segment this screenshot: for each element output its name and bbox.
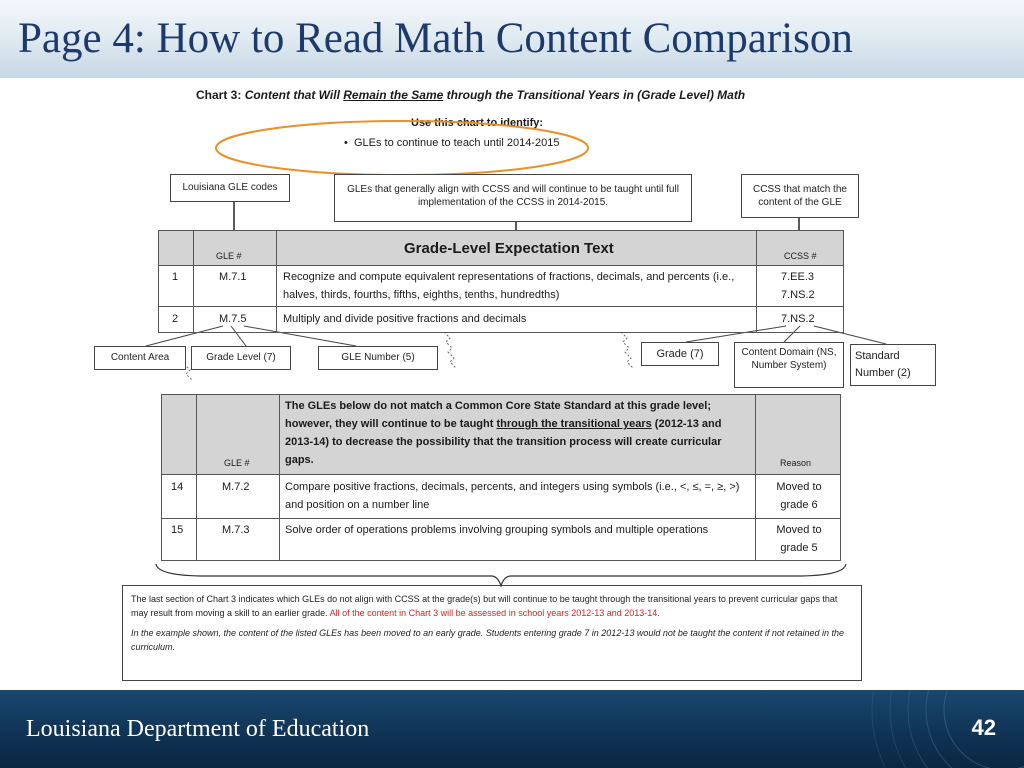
- t2-line-2: [161, 518, 840, 519]
- t1-header-ccss: CCSS #: [784, 251, 817, 261]
- highlight-ring: [216, 121, 588, 175]
- t1-r2-text: Multiply and divide positive fractions and decimals: [283, 313, 527, 325]
- line-grade: [686, 326, 786, 342]
- footer-organization: Louisiana Department of Education: [26, 716, 370, 742]
- callout-grade-level: Grade Level (7): [191, 346, 291, 370]
- t2-header-text: [285, 397, 747, 469]
- t2-header-gle: GLE #: [224, 458, 250, 468]
- t2-col-0: [161, 394, 162, 561]
- t2-top: [161, 394, 840, 395]
- callout-align: GLEs that generally align with CCSS and will continue to be taught until full implementation of the CCSS in 2014-2015.: [334, 174, 692, 222]
- t1-col-1: [193, 230, 194, 333]
- callout-grade: Grade (7): [641, 342, 719, 366]
- t2-col-1: [196, 394, 197, 561]
- slide-footer: [0, 690, 1024, 768]
- note-text-red: All of the content in Chart 3 will be assessed in school years 2012-13 and 2013-14.: [329, 608, 660, 618]
- t1-r2-gle: M.7.5: [219, 313, 247, 325]
- t2-col-4: [840, 394, 841, 561]
- t2-bottom: [161, 560, 840, 561]
- t2-r1-reason: Moved to grade 6: [776, 481, 822, 511]
- bullet-text: GLEs to continue to teach until 2014-2015: [353, 137, 560, 149]
- chart-image: [86, 80, 966, 690]
- chart-title-b: through the Transitional Years in (Grade Level) Math: [446, 88, 746, 102]
- t2-r2-gle: M.7.3: [222, 524, 250, 536]
- callout-content-area: Content Area: [94, 346, 186, 370]
- break-mark-right: [621, 332, 633, 368]
- t1-r2-ccss: 7.NS.2: [781, 313, 815, 325]
- t1-r1-num: 1: [172, 271, 179, 283]
- line-grade-level: [231, 326, 246, 346]
- note-text-1: The last section of Chart 3 indicates which GLEs do not align with CCSS at the grade(s) but will continue to be taught through the transitional years to prevent curricular gaps that may result from moving a skill to an earlier grade.: [131, 594, 838, 618]
- callout-content-domain: Content Domain (NS, Number System): [734, 342, 844, 388]
- use-chart-label: Use this chart to identify:: [411, 117, 544, 129]
- t1-col-3: [756, 230, 757, 333]
- t1-col-2: [276, 230, 277, 333]
- line-content-domain: [784, 326, 800, 342]
- line-gle-number: [244, 326, 356, 346]
- chart-title-underlined: Remain the Same: [343, 88, 444, 102]
- t1-line-2: [158, 306, 843, 307]
- slide-header: [0, 0, 1024, 78]
- t2-r1-num: 14: [171, 481, 184, 493]
- t1-col-0: [158, 230, 159, 333]
- t2-header-reason: Reason: [780, 458, 812, 468]
- t2-col-3: [755, 394, 756, 561]
- t2-line-1: [161, 474, 840, 475]
- chart-prefix: Chart 3:: [196, 88, 242, 102]
- callout-gle-number: GLE Number (5): [318, 346, 438, 370]
- t1-top: [158, 230, 843, 231]
- t2-r2-text: Solve order of operations problems involving grouping symbols and multiple operations: [285, 524, 709, 536]
- t2-col-2: [279, 394, 280, 561]
- t2-header-text-b: (2012-13 and 2013-14) to decrease the possibility that the transition process will create curricular gaps.: [285, 418, 722, 466]
- callout-standard-number: Standard Number (2): [850, 344, 936, 386]
- callout-la-gle-codes: Louisiana GLE codes: [170, 174, 290, 202]
- slide-title: Page 4: How to Read Math Content Comparison: [18, 15, 853, 62]
- t1-header-text: Grade-Level Expectation Text: [404, 240, 614, 257]
- page-number: 42: [971, 715, 996, 740]
- t1-header-gle: GLE #: [216, 251, 242, 261]
- bullet-dot: •: [344, 137, 354, 149]
- t2-r2-num: 15: [171, 524, 184, 536]
- t1-bottom: [158, 332, 843, 333]
- t2-r1-text: Compare positive fractions, decimals, percents, and integers using symbols (i.e., <, ≤, =, ≥, >) and position on a number line: [285, 481, 740, 511]
- t1-r1-text: Recognize and compute equivalent representations of fractions, decimals, and percents (i.e., halves, thirds, fourths, fifths, eighths, tenths, hundredths): [283, 271, 735, 301]
- chart-title-a: Content that Will: [244, 88, 340, 102]
- brace: [156, 564, 846, 586]
- break-mark-left: [444, 332, 456, 368]
- t2-r1-gle: M.7.2: [222, 481, 250, 493]
- t2-header-text-u: through the transitional years: [496, 418, 652, 430]
- t2-r2-reason: Moved to grade 5: [776, 524, 822, 554]
- note-paragraph-2: In the example shown, the content of the listed GLEs has been moved to an early grade. Students entering grade 7 in 2012-13 would not be taught the content if not retained in the curriculum.: [131, 628, 844, 652]
- note-box: [122, 585, 862, 681]
- t2-header-text-a: The GLEs below do not match a Common Core State Standard at this grade level; however, they will continue to be taught: [285, 400, 712, 430]
- t1-col-4: [843, 230, 844, 333]
- t1-r1-gle: M.7.1: [219, 271, 247, 283]
- t1-line-1: [158, 265, 843, 266]
- t1-r1-ccss: 7.EE.3 7.NS.2: [781, 271, 815, 301]
- note-paragraph-1: [131, 592, 853, 620]
- callout-ccss-match: CCSS that match the content of the GLE: [741, 174, 859, 218]
- t1-r2-num: 2: [172, 313, 179, 325]
